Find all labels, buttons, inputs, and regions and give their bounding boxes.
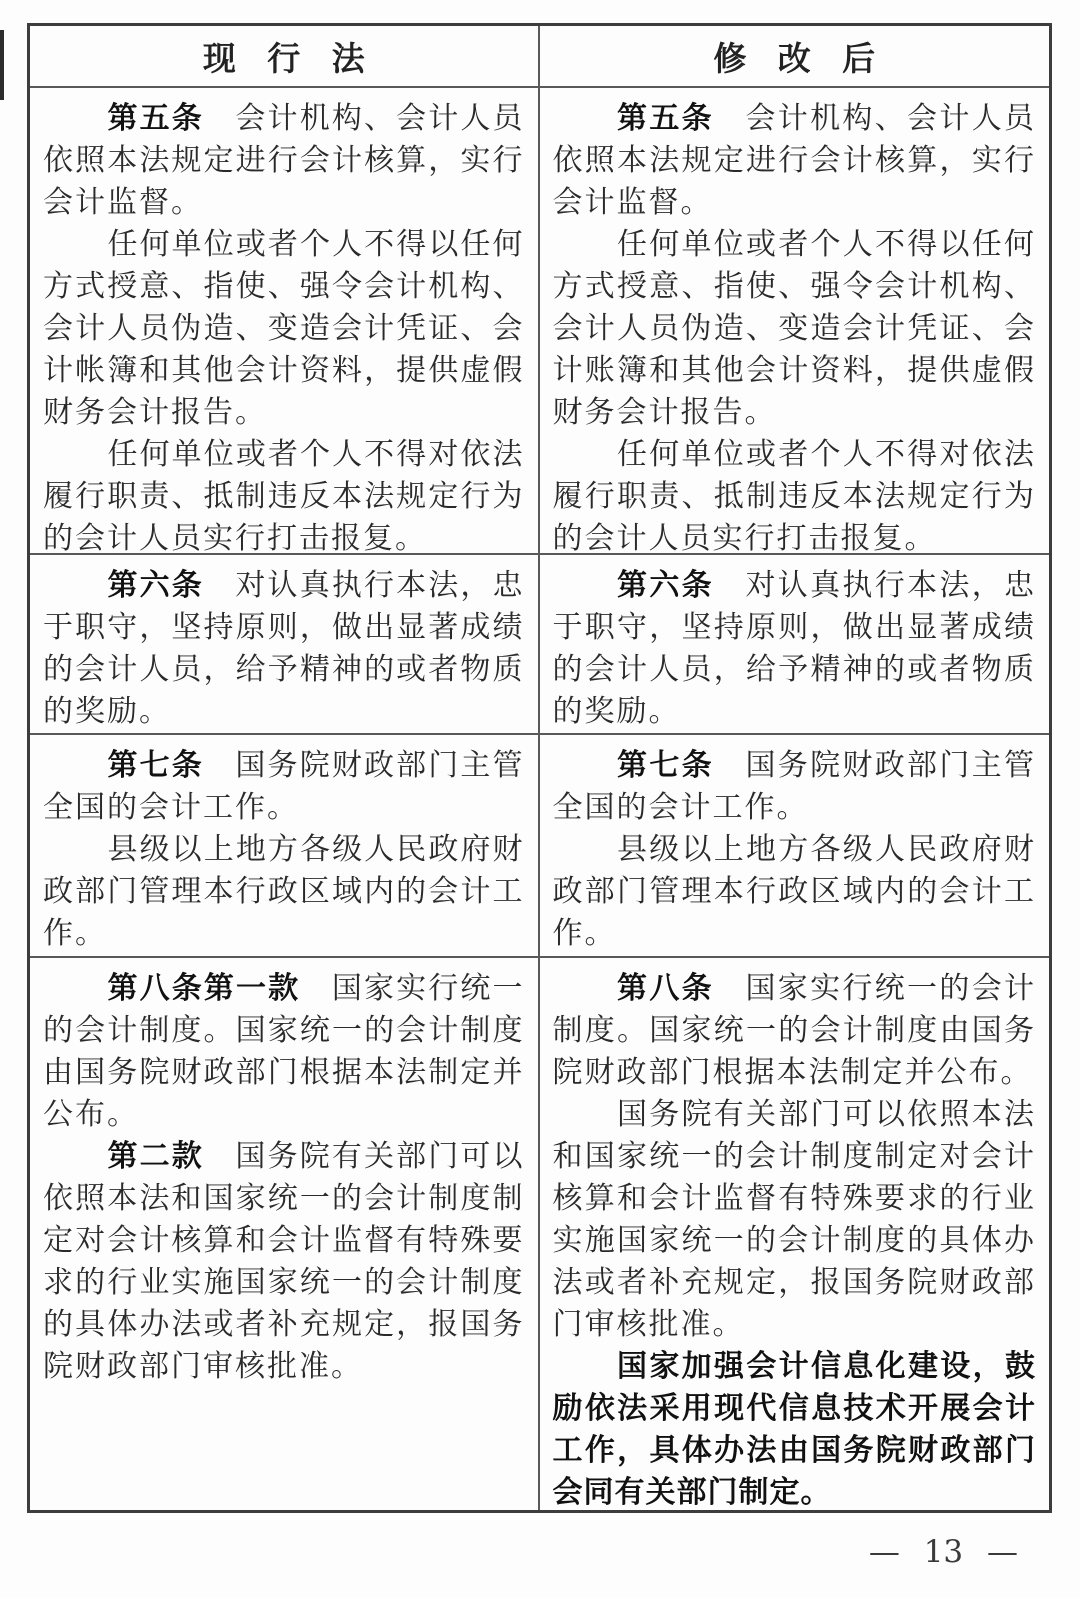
law-paragraph xyxy=(553,434,1037,553)
cell-amended-第五条 xyxy=(540,88,1050,553)
article-text: 县级以上地方各级人民政府财政部门管理本行政区域内的会计工作。 xyxy=(43,832,525,951)
article-number-label: 第七条 xyxy=(107,748,204,783)
table-row-第六条 xyxy=(30,555,1049,735)
law-paragraph xyxy=(43,434,525,553)
article-number-label: 第五条 xyxy=(107,101,204,136)
article-number-label: 第七条 xyxy=(617,748,714,783)
header-amended: 修改后 xyxy=(713,38,907,78)
article-text: 任何单位或者个人不得以任何方式授意、指使、强令会计机构、会计人员伪造、变造会计凭证、会计账簿和其他会计资料，提供虚假财务会计报告。 xyxy=(552,227,1036,430)
article-number-label: 第八条第一款 xyxy=(107,971,301,1006)
article-text: 对认真执行本法，忠于职守，坚持原则，做出显著成绩的会计人员，给予精神的或者物质的奖励。 xyxy=(43,568,525,729)
law-paragraph xyxy=(553,745,1037,829)
cell-current-law-第七条 xyxy=(30,735,540,956)
cell-current-law-第六条 xyxy=(30,555,540,733)
article-number-label: 第二款 xyxy=(107,1139,204,1174)
law-paragraph xyxy=(43,968,525,1136)
article-number-label: 第八条 xyxy=(617,971,714,1006)
article-text: 国家加强会计信息化建设，鼓励依法采用现代信息技术开展会计工作，具体办法由国务院财政部门会同有关部门制定。 xyxy=(552,1349,1036,1510)
article-number-label: 第五条 xyxy=(617,101,714,136)
article-text: 对认真执行本法，忠于职守，坚持原则，做出显著成绩的会计人员，给予精神的或者物质的奖励。 xyxy=(552,568,1037,729)
header-current-law: 现行法 xyxy=(30,26,540,86)
cell-amended-第六条 xyxy=(540,555,1050,733)
law-paragraph xyxy=(43,1136,525,1388)
cell-amended-第七条 xyxy=(540,735,1050,956)
table-row-第五条 xyxy=(30,88,1049,555)
law-paragraph xyxy=(553,224,1037,434)
article-text: 国务院有关部门可以依照本法和国家统一的会计制度制定对会计核算和会计监督有特殊要求的行业实施国家统一的会计制度的具体办法或者补充规定，报国务院财政部门审核批准。 xyxy=(43,1139,525,1384)
table-row-第八条 xyxy=(30,958,1049,1510)
law-paragraph xyxy=(43,745,525,829)
cell-current-law-第八条 xyxy=(30,958,540,1510)
article-number-label: 第六条 xyxy=(617,568,714,603)
law-paragraph xyxy=(43,224,525,434)
law-paragraph xyxy=(553,968,1037,1094)
article-number-label: 第六条 xyxy=(107,568,204,603)
law-paragraph xyxy=(43,98,525,224)
law-paragraph xyxy=(43,829,525,955)
scan-edge-artifact xyxy=(0,30,4,100)
law-paragraph xyxy=(553,565,1037,733)
article-text: 县级以上地方各级人民政府财政部门管理本行政区域内的会计工作。 xyxy=(552,832,1036,951)
article-text: 任何单位或者个人不得以任何方式授意、指使、强令会计机构、会计人员伪造、变造会计凭证、会计帐簿和其他会计资料，提供虚假财务会计报告。 xyxy=(43,227,525,430)
comparison-table-body xyxy=(30,88,1049,1510)
law-paragraph xyxy=(43,565,525,733)
article-text: 任何单位或者个人不得对依法履行职责、抵制违反本法规定行为的会计人员实行打击报复。 xyxy=(43,437,525,553)
article-text: 国务院财政部门主管全国的会计工作。 xyxy=(43,748,525,825)
table-row-第七条 xyxy=(30,735,1049,958)
article-text: 会计机构、会计人员依照本法规定进行会计核算，实行会计监督。 xyxy=(43,101,525,220)
table-header-row xyxy=(30,26,1049,88)
page-number: — 13 — xyxy=(868,1534,1018,1570)
law-paragraph xyxy=(553,829,1037,955)
cell-current-law-第五条 xyxy=(30,88,540,553)
article-text: 国务院财政部门主管全国的会计工作。 xyxy=(552,748,1037,825)
law-paragraph xyxy=(553,1094,1037,1346)
article-text: 国家实行统一的会计制度。国家统一的会计制度由国务院财政部门根据本法制定并公布。 xyxy=(43,971,525,1132)
cell-amended-第八条 xyxy=(540,958,1050,1510)
article-text: 会计机构、会计人员依照本法规定进行会计核算，实行会计监督。 xyxy=(552,101,1037,220)
law-paragraph xyxy=(553,1346,1037,1510)
article-text: 国务院有关部门可以依照本法和国家统一的会计制度制定对会计核算和会计监督有特殊要求的行业实施国家统一的会计制度的具体办法或者补充规定，报国务院财政部门审核批准。 xyxy=(552,1097,1036,1342)
law-comparison-table xyxy=(27,23,1052,1513)
law-paragraph xyxy=(553,98,1037,224)
article-text: 任何单位或者个人不得对依法履行职责、抵制违反本法规定行为的会计人员实行打击报复。 xyxy=(552,437,1036,553)
article-text: 国家实行统一的会计制度。国家统一的会计制度由国务院财政部门根据本法制定并公布。 xyxy=(552,971,1037,1090)
